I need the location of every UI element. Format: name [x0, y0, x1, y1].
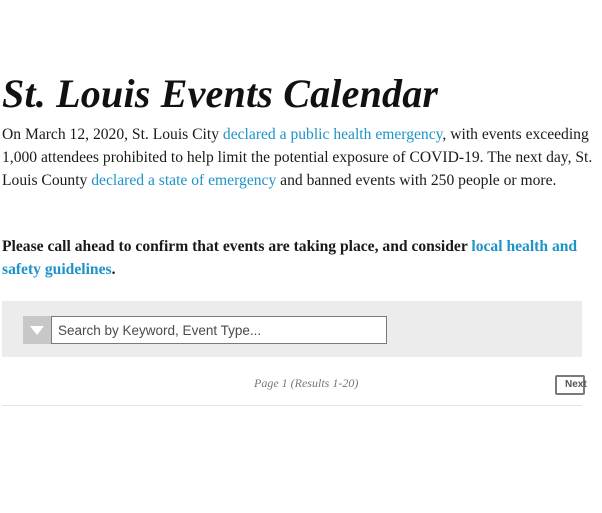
intro-text-3: and banned events with 250 people or more. [276, 172, 557, 189]
notice-end: . [111, 261, 116, 278]
events-page [2, 0, 593, 513]
divider [2, 405, 582, 406]
next-page-button[interactable]: Next [555, 375, 585, 395]
page-title: St. Louis Events Calendar [2, 71, 439, 116]
search-input[interactable] [51, 316, 387, 344]
intro-text-1: On March 12, 2020, St. Louis City [2, 126, 223, 143]
search-filter-bar [2, 301, 582, 357]
health-safety-guidelines-link[interactable]: local health and safety guidelines [2, 238, 578, 278]
intro-paragraph [2, 123, 602, 192]
notice-paragraph [2, 235, 602, 281]
state-of-emergency-link[interactable]: declared a state of emergency [91, 172, 277, 189]
notice-text: Please call ahead to confirm that events are taking place, and consider [2, 238, 472, 255]
public-health-emergency-link[interactable]: declared a public health emergency [222, 126, 443, 143]
intro-text-2: , with events exceeding 1,000 attendees prohibited to help limit the potential exposure of COVID-19. The next day, St. Louis County [2, 126, 593, 189]
pagination-status: Page 1 (Results 1-20) [254, 376, 359, 390]
filter-toggle-chevron-down-icon[interactable] [23, 316, 51, 344]
